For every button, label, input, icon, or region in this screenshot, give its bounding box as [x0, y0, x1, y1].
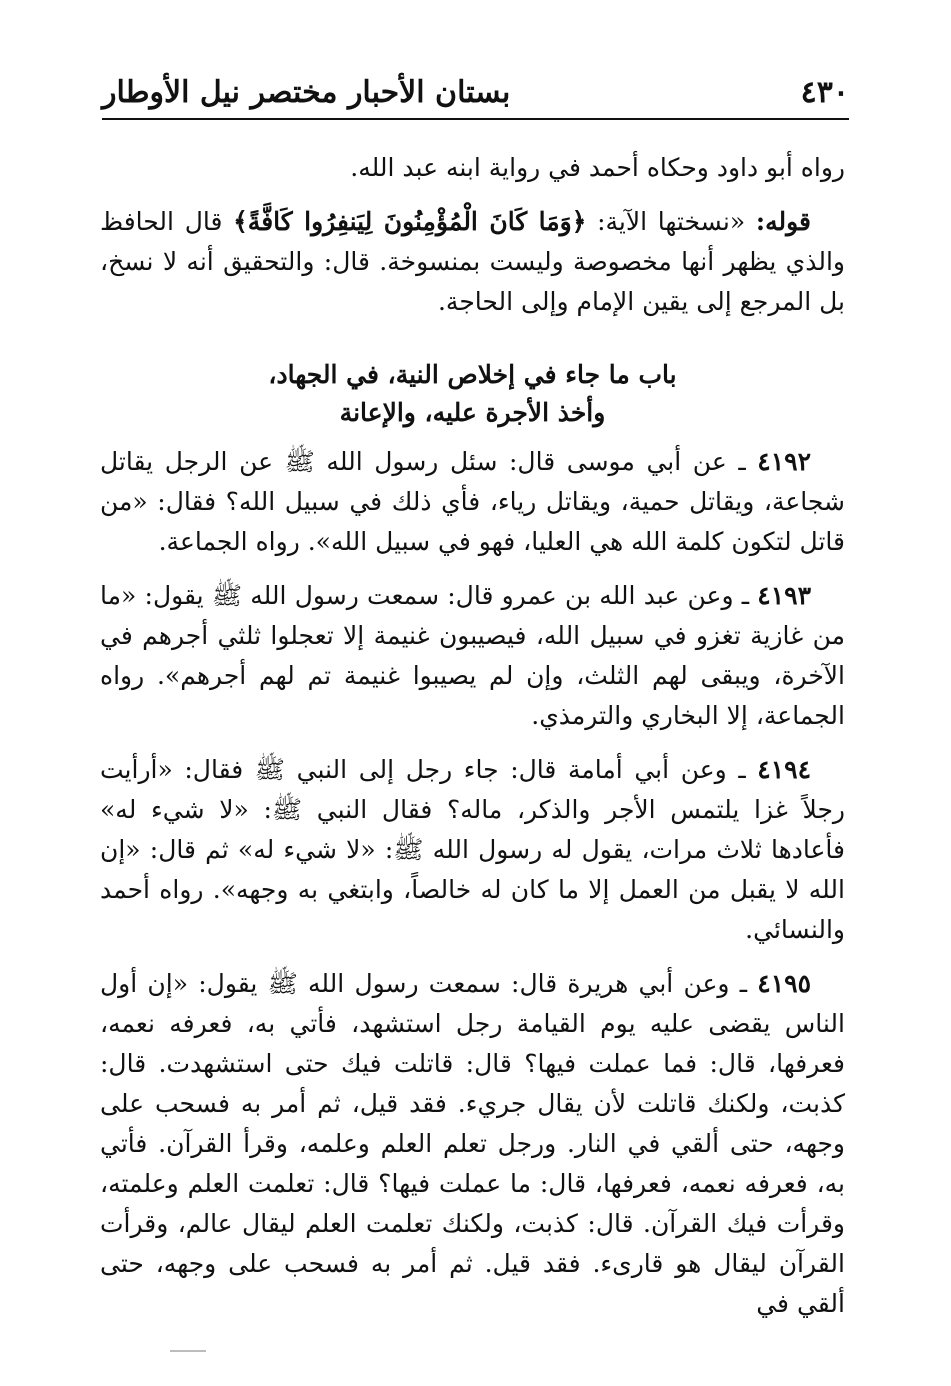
page-number: ٤٣٠ [800, 75, 849, 110]
hadith-number: ٤١٩٣ [757, 581, 811, 610]
paragraph-2-text: قال الحافظ والذي يظهر أنها مخصوصة وليست بمنسوخة. قال: والتحقيق أنه لا نسخ، بل المرجع إلى يقين الإمام وإلى الحاجة. [100, 207, 845, 316]
paragraph-2 [100, 202, 845, 322]
hadith-text: ـ عن أبي موسى قال: سئل رسول الله ﷺ عن الرجل يقاتل شجاعة، ويقاتل حمية، ويقاتل رياء، فأي ذلك في سبيل الله؟ فقال: «من قاتل لتكون كلمة الله هي العليا، فهو في سبيل الله». رواه الجماعة. [100, 447, 845, 556]
page-header [102, 74, 849, 120]
quran-verse: ﴿وَمَا كَانَ الْمُؤْمِنُونَ لِيَنفِرُوا كَافَّةً﴾ [233, 207, 587, 236]
hadith-4195 [100, 964, 845, 1324]
hadith-number: ٤١٩٢ [757, 447, 811, 476]
paragraph-1 [100, 148, 845, 188]
hadith-text: ـ وعن أبي أمامة قال: جاء رجل إلى النبي ﷺ فقال: «أرأيت رجلاً غزا يلتمس الأجر والذكر، ماله؟ فقال النبي ﷺ: «لا شيء له» فأعادها ثلاث مرات، يقول له رسول الله ﷺ: «لا شيء له» ثم قال: «إن الله لا يقبل من العمل إلا ما كان له خالصاً، وابتغي به وجهه». رواه أحمد والنسائي. [100, 755, 845, 944]
paragraph-2-intro: «نسختها الآية: [597, 207, 746, 236]
paragraph-1-text: رواه أبو داود وحكاه أحمد في رواية ابنه عبد الله. [350, 153, 845, 182]
hadith-number: ٤١٩٤ [757, 755, 811, 784]
page-body [100, 148, 845, 1338]
hadith-4193 [100, 576, 845, 736]
hadith-text: ـ وعن أبي هريرة قال: سمعت رسول الله ﷺ يقول: «إن أول الناس يقضى عليه يوم القيامة رجل استشهد، فأتي به، فعرفه نعمه، فعرفها، قال: فما عملت فيها؟ قال: قاتلت فيك حتى استشهدت. قال: كذبت، ولكنك قاتلت لأن يقال جريء. فقد قيل، ثم أمر به فسحب على وجهه، حتى ألقي في النار. ورجل تعلم العلم وعلمه، وقرأ القرآن. فأتي به، فعرفه نعمه، فعرفها، قال: ما عملت فيها؟ قال: تعلمت العلم وعلمته، وقرأت فيك القرآن. قال: كذبت، ولكنك تعلمت العلم ليقال عالم، وقرأت القرآن ليقال هو قارىء. فقد قيل. ثم أمر به فسحب على وجهه، حتى ألقي في [100, 969, 845, 1318]
hadith-4194 [100, 750, 845, 950]
hadith-4192 [100, 442, 845, 562]
hadith-number: ٤١٩٥ [757, 969, 811, 998]
chapter-heading [100, 356, 845, 432]
footer-mark [170, 1350, 206, 1352]
chapter-heading-line-1: باب ما جاء في إخلاص النية، في الجهاد، [268, 360, 677, 389]
paragraph-2-lead: قوله: [755, 207, 812, 236]
chapter-heading-line-2: وأخذ الأجرة عليه، والإعانة [339, 398, 606, 427]
running-title: بستان الأحبار مختصر نيل الأوطار [102, 75, 511, 110]
hadith-text: ـ وعن عبد الله بن عمرو قال: سمعت رسول الله ﷺ يقول: «ما من غازية تغزو في سبيل الله، فيصيبون غنيمة إلا تعجلوا ثلثي أجرهم في الآخرة، ويبقى لهم الثلث، وإن لم يصيبوا غنيمة تم لهم أجرهم». رواه الجماعة، إلا البخاري والترمذي. [100, 581, 845, 730]
